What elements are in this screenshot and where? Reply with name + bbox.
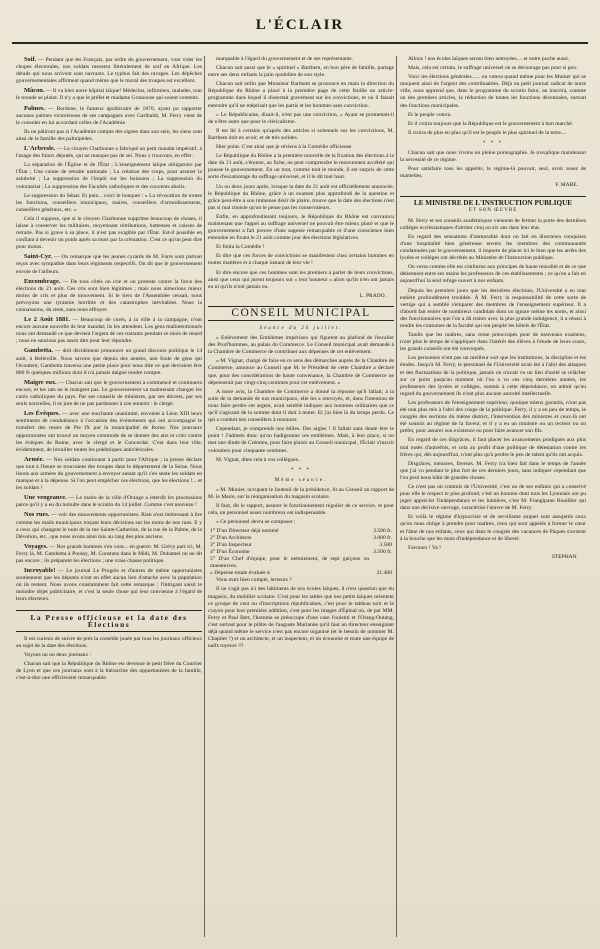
separator: * * * [291,467,311,473]
news-item-text: La séparation de l'Église et de l'État ; L'enseignement laïque obligatoire par l'État ; Une caisse de retraite nationale ; La création des corps, pour assurer la salubrité ; La suppression de l'impôt sur les boissons ; La suppression du volontariat ; La suppression des Facultés catholiques et des couvents abolis. [16,162,202,190]
news-item [16,193,202,214]
paragraph: En regard de ces disgrâces, il faut placer les avancements prodigués aux plus mal notés d'autrefois, et cela au profit d'une politique de détestation contre les frères qui, dès aujourd'hui, n'ont plus qu'à perdre le peu de talent qu'ils ont acquis. [400,437,586,458]
news-item-lead: Voyages. [24,542,48,550]
paragraph: A notre avis, la Chambre de Commerce a donné la réponse qu'il fallait; à la suite de la demande de nos municipaux, elle les a renvoyés, et, dans l'intention de nous faire perdre cet argent, avait semblé indiquer aux hommes ordinaires que ce qu'il s'agissait de la somme dont il doit à tenter. Et j'ai bien là du temps perdu. Ce qui a conduit nos conseillers à renoncer. [208,388,394,424]
news-item-lead: Encombrage. [24,277,61,285]
news-item [16,129,202,143]
paragraph: Il est lié à certains qu'après des articles si solennels sur les convictions, M. Barthem doit en avoir, et de très solides. [208,127,394,141]
session-date: Séance du 26 juillet. [259,326,343,331]
article-body [400,56,586,137]
news-item [16,145,202,160]
article-body [208,335,394,464]
budget-row [208,570,394,577]
budget-amount: 3.500 fr. [373,528,392,535]
article-signature: L. PRADO. [359,292,386,299]
paragraph: Hier point. C'est ainsi que je réviens à la Comédie officieuse. [216,144,353,151]
news-item [16,253,202,275]
news-item-text: — Nos soldats continuent à partir pour l'Afrique ; la presse déclare que tout à l'heure se trouvaient des troupes dans le département de la Seine. Nous lisons aux armées du gouvernement à envoyer autant qu'il s'en sente les soldats en manque et à la dépense. Si l'on peut empêcher ces élections, que les élections !... et les soldats ! [16,456,202,492]
paragraph: M. Ferry et ses conseils académiques viennent de fermer la porte des dernières collèges ecclésiastiques d'abriter cinq ou six ans dans leur état. [400,217,586,231]
news-item-lead: Palmes. [24,104,46,112]
paragraph: Chacun sait aussi que le « spirituel » Barthem, en bon père de famille, partage entre ses deux enfants la pain quotidien de son style. [208,65,394,79]
masthead-rule [12,42,588,44]
article-signature: F. MARE. [555,182,578,189]
news-item-text: — doit décidément prononcer un grand discours politique le 14 août, à Belleville. Nous savons que depuis des années, une foule de gens qui l'écoutent, Gambetta traversa une petite place pour nous dire ce que devraient être 800 N quelques millions dont il n'a jamais daigné rendre compte. [16,348,202,376]
paragraph: Les personnes n'ont pas un meilleur sort que les institutions, la discipline et les études. Jusqu'à M. Ferry, le personnel de l'Université avait été à l'abri des attaques et des fluctuations de la politique, jamais on n'avait vu un lien d'unité se relâcher sur ce point jusqu'au moment où l'on a vu ces cinq dernières années, les professeurs des lycées et collèges, soumis à cette dépendance, on admit qu'au regard du gouvernement ils n'ont plus aucune autorité intellectuelle. [400,355,586,397]
paragraph: Farceurs ! Va ! [408,544,441,551]
article-body [208,56,394,291]
news-item-text: — Il va bien notre hôpital laïque! Médecins, infirmiers, malades, tout le monde se plaint. Il n'y a que le préfet et madame Grassouse qui soient contents. [16,88,202,102]
news-item [16,379,202,408]
news-item-lead: Le 2 Août 1881. [24,316,70,324]
news-item [16,162,202,190]
paragraph: Et le peuple votera. [408,111,452,118]
column-2 [208,56,394,937]
news-item [16,278,202,314]
news-item [16,56,202,85]
news-item-text: — Bordone, le fameux apothicaire de 1870, ayant pu rapporter aucunes palmes victorieuses de ses campagnes avec Garibaldi, M. Ferry vient de le consoler en lui accordant celles de l'Académie. [16,105,202,126]
paragraph: « M. Munier, occupant le fauteuil de la présidence, lit au Conseil un rapport de M. le Maire, sur la réorganisation du magasin scolaire. [208,486,394,500]
paragraph: Voyons un ou deux journaux : [24,651,92,658]
news-item-text: — Le citoyen Charbonne a fabriqué un petit mandat impératif, à l'usage des futurs députés, qui ne manque pas de sel. Nous y trouvons, en effet : [16,146,202,160]
news-item [16,347,202,376]
article-headline [16,610,202,632]
news-item-lead: Maigre eux. [24,378,57,386]
paragraph: Cependant, je comprends nos édiles. Des aigles ! Il fallait sans doute être le point ! J'admets donc qu'on badigeonne ces emblèmes. Mais, à leur place, si on met une dinde de Crémieu, pour faire plaisir au Conseil municipal, l'Éclair s'inscrit volontiers pour cinquante centimes. [208,426,394,454]
paragraph: Un ou deux jours après, lorsque la date du 21 août est officiellement annoncée, le République du Rhône, grâce à un examen plus approfondi de la question et grâce peut-être à son immense désir de plaire, trouve que la date des élections n'est pas si mal choisie qu'on le pense pas les conservateurs. [208,183,394,211]
news-item [16,105,202,127]
budget-label: 4° D'un Économe [210,549,250,556]
news-item [16,456,202,492]
masthead [0,8,600,44]
paragraph: Allons ! nos écoles laïques seront bien nettoyées.... et notre poche aussi. [408,56,570,62]
column-3 [400,56,586,937]
paragraph: « M. Vignat, chargé de faire en ce sens des démarches auprès de la Chambre de Commerce, annonce au Conseil que M. le Président de cette Chambre a déclaré que, pour des considérations de haute convenance, la Chambre de Commerce ne dépenserait pas vingt-cinq centimes pour cet enlèvement. » [208,358,394,386]
paragraph: Le République du Rhône a la première nouvelle de la fixation des élections à la date du 21 août, s'étonne, au fiche, ne peut comprendre le mouvement accéléré qui pousse le gouvernement. En un mot, comme tout le monde, il est surpris de cette sorte d'escamotage du suffrage universel, et il le dit tout haut. [208,153,394,181]
paragraph: Et dire encore que ces hommes sont les premiers à parler de leurs convictions, ainsi que ceux qui jurent toujours sur « leur honneur » alors qu'ils n'en ont jamais eu ni qu'ils n'ont jamais eu. [208,269,394,290]
news-item-text: Ils ne pâliront pas si l'Académie compte des signes dans son sein, les siens sont ainsi de la famille des palmipèdes. [16,128,202,142]
paragraph: Il croira de plus en plus qu'il est le peuple le plus spirituel de la terre.... [408,129,567,136]
news-item-lead: Une vengeance. [24,494,67,502]
paragraph: Mais, cela est certain, le suffrage universel ne se décourage pas pour si peu. [408,65,578,72]
paragraph: Et dire que ces forces de convictions se manifestent chez certains hommes en toutes matières et à chaque instant de leur vie ! [208,253,394,267]
budget-amount: 3.500 [379,542,392,549]
headline-text: La Presse officieuse et la date des Élections [30,612,188,629]
budget-label: 5° D'un Chef d'équipe, pour le nettoiement, de sept garçons ou manœuvres. [210,556,370,570]
paragraph: « Ce personnel devra se composer : [216,519,296,526]
news-item-text: Le suppression du Sénat. Et puis... voici le bouquet : « La révocation de toutes les fonctions, conseillers municipaux, maires, conseillers d'arrondissements, conseillers généraux, etc. » [16,192,202,213]
news-item-lead: Armée. [24,455,45,463]
paragraph: Les professeurs de l'enseignement supérieur, quoique mieux garantis, n'ont pas été non plus mis à l'abri des coups de la politique. Ferry, il y a eu peu de temps, le congrès des sections du même district, l'intervention des ministres et ceux-là ont été soumis au régime de la faveur, et il y a eu un ministre ou un recteur ou un préfet, pour assurer son existence ou pour faire avancer son fils. [400,399,586,435]
news-item-text: — Beaucoup de curés, à la ville à la campagne, n'ont encore aucune nouvelle de leur mandat; ils les attendent. Les gens malintentionnés nous ont demandé ce que devient l'argent de ces traitants pendant ce mois de retard ; nous ne saurions pas assez dire pour leur répondre. [16,317,202,345]
news-item-lead: Soif. [24,56,37,63]
budget-amount [371,556,394,570]
news-item-text: — voir des mouvements opportunistes. Rien n'est intéressant à lire comme les mails municipaux traçant leurs décisions sur les noms de nos rues. Il y a ceux qui changent le nom de la rue Sainte-Catherine, de la rue de la Palme, de la Dévotion, etc., que nous avons ainsi mis au rang des plus anciens. [16,512,202,540]
news-items [16,56,202,604]
news-item-text: — avec une touchante unanimité, envoient à Léon XIII leurs sentiments de condoléance à l'occasion des événements qui ont accompagné le transfert des restes de Pie IX par la municipalité de Rome. Nos journaux opportunistes ont trouvé un moyen commode de se donner des airs et crier contre les évêques de Rome, avec le clergé et le Concordat. C'est dans leur rôle, évidemment, de brouiller toutes les polémiques anticléricales. [16,411,202,453]
news-item-lead: Saint-Cyr. [24,253,52,261]
news-item-text: — On remarque que les jeunes cyrards de M. Farre sont partout reçus avec sympathie dans leurs régiments respectifs. On dit que le gouvernement envoie de l'ailleurs. [16,254,202,275]
news-item-text: — Le journal Le Progrès et d'autres de même opportunistes soutiennent que les députés n'ont en effet aucun lien d'attache avec la population où ils restent. Nous avons constamment fait cette remarque ; l'intrigant saisit le moindre objet publicitaire, et c'est la seule chose qui leur convienne à l'égard de leurs électeurs. [16,568,202,603]
news-item [16,216,202,251]
news-item-text: — Pendant que les Français, par ordre du gouvernement, vont vider les chopes électorales, nos soldats meurent littéralement de soif en Afrique. Les détails qui nous arrivent sont navrants. Le typhus fait des ravages. Les dépêches gouvernementales affirment quand même que le moral des troupes est excellent. [16,57,202,85]
news-item [16,494,202,509]
article-body [16,636,202,683]
news-item-lead: Gambetta. [24,347,53,355]
paragraph: Disgrâces, menaces, faveurs. M. Ferry n'a bien fait dans le temps de l'année que j'ai vu pendant le plus fort de ces derniers jours, sans indiquer cependant que l'on peut nous bâtir de grandes choses. [400,460,586,481]
paragraph: Voici les élections générales...... ou votera quand même pour les Munier qui se moquent ainsi de l'argent des contribuables. Déjà un petit journal radical de notre ville, nous apprend que, dans le programme du scrutin futur, on inscrira, comme un des premiers articles, la réduction de toutes les fonctions décennales, surtout des fonctions municipales. [400,74,586,109]
article-body [208,487,394,526]
budget-label: 3° D'un Inspecteur [210,542,252,549]
paragraph: Pour satisfaire tous les appétits, le régime-là pouvait, seul, avoir assez de mamelles. [400,166,586,180]
news-item-lead: Mâcon. [24,87,45,95]
news-item-lead: L'Arbresle. [24,145,56,153]
budget-label: 2° D'un Architecte [210,535,252,542]
paragraph: Et il croira toujours que la République est le gouvernement à bon marché. [408,120,574,127]
session-label: Même séance. [274,477,328,483]
column-1 [16,56,202,937]
paragraph: marquable à l'égard du gouvernement et de ses représentants. [216,56,353,62]
headline-text: CONSEIL MUNICIPAL [231,306,371,319]
news-item-lead: Les Évêques. [24,410,60,418]
budget-label: 1° D'un Directeur déjà nommé [210,528,279,535]
paragraph: Chacun sait que la République du Rhône est devenue le petit frère du Courrier de Lyon et que ces journaux sont à la hiérarchie des opportunistes de la famille, c'est-à-dire une officieusité remarquable. [16,661,202,682]
article-body [400,218,586,552]
column-divider [396,56,397,937]
paragraph: Vous avez bien compté, lecteurs ? [216,577,292,584]
paragraph: Depuis les premiers jours que les dernières élections, l'Université a eu tout entière profondément troublée. À M. Ferry la responsabilité de cette sorte de vertige qui a semblé s'emparer des membres de l'enseignement supérieur. Il a d'abord fait entrer de nombreux candidats dont on ignore même les noms, et ainsi des fonctionnaires que l'on a dû traiter avec la plus grande indulgence, il a réussi à rendre les coutumes de la faculté qui ont peuplé les hôtels de l'État. [400,287,586,329]
paragraph: « Enlèvement des Emblèmes impériaux qui figurent au plafond de l'escalier des Prud'hommes, au palais du Commerce. Le Conseil municipal avait demandé à la Chambre de Commerce de contribuer aux dépenses de cet enlèvement. [208,335,394,356]
news-item-text: — Nos grands hommes s'en vont... en guerre. M. Grévy part ici, M. Ferry là, M. Gambetta à Poussy, M. Constans dans le Midi, M. Duhamel on ne dit pas encore ; ils préparent les élections ; une vraie chasse politique. [16,543,202,564]
paragraph: « Le Républicaine, disait-il, n'est pas une conviction, » Ayant se promettait-il de n'être autre que pour le cléricalisme. [208,111,394,125]
paragraph: M. Vignat, dites cela à vos collègues. [216,456,300,463]
paragraph: Chacun sait enfin que Monsieur Barthem se prononcé en main la direction du République du Rhône a placé à la première page de cette feuille un article-programme dans lequel il dissertait gravement sur les convictions, et où il faisait entendre qu'il ne méprisait que les partis et les hommes sans conviction. [208,81,394,109]
section-headline [208,306,394,321]
budget-row [208,556,394,570]
paragraph: En regard des sensations d'immoralité dont on fait en directeurs conquises d'une hospitalité bien généreuse envers les membres des communautés condamnées par le gouvernement, il importe de placer ici le bien que les arrêts des lycées et collèges ont décrétés au Ministère de l'Instruction publique. [400,233,586,262]
paragraph: Ce n'est pas un commis de l'Université, c'est un de ses enfants qui a conservé pour elle le respect le plus profond, c'est un homme dont tous les Lyonnais ont pu juger apprécier l'indépendance et les lumières, c'est M. Frangipane Bouillier qui dans une décisive ouvrage, caractérise l'œuvre de M. Ferry. [400,483,586,512]
section-headline [400,196,586,214]
article-signature: STEPHAN. [551,553,578,560]
paragraph: Il est curieux de suivre de près la comédie jouée par tous les journaux officieux au sujet de la date des élections. [16,635,202,649]
paragraph: Chacun sait que nous vivons en pleine pornographie. Je n'explique maintenant la nécessité de ce régime. [400,150,586,164]
article-body [400,150,586,180]
budget-amount: 3.500 fr. [373,549,392,556]
paragraph: Il faut, dit le rapport, assurer le fonctionnement régulier de ce service, et pour cela, un personnel assez nombreux est indispensable. [208,503,394,517]
news-item-lead: Incroyable! [24,567,56,575]
paragraph: On verra comme elle est conforme aux principes de haute moralité et de ce que détiennent entre ses mains les professeurs de ces établissements ; ce qu'on a fait en aujourd'hui la seul refuge ouvert à nos enfants. [400,264,586,285]
paragraph: Et voilà le régime d'hypocrisie et de servilisme auquel sont assujettis ceux qu'on nous oblige à prendre pour maîtres, ceux qui sont appelés à former le cœur et l'âme de nos enfants, ceux qui dans le congrès des vacances de Pâques s'avisent à la bouche que les mots d'indépendance et de liberté. [400,514,586,542]
news-item [16,511,202,540]
paragraph: Tandis que les maîtres, sans cesse préoccupés pour de nouveaux examens, n'ont plus le temps de s'appliquer dans l'intérêt des élèves à l'étude de leurs cours, les grands conseils ont été convoqués. [400,332,586,353]
budget-label: « Dépense totale évaluée à [210,570,270,577]
news-item-text: — Chacun sait que le gouvernement a commencé et continuera encore, et les rats ne le mangent pas. Le gouvernement va maintenant changer les curés catholiques du pays. Par ses conseils de ministres, par ses décrets, par ses seuls nouvelles, il se jure de ne pas pardonner à son ennemi : le clergé. [16,379,202,408]
separator: * * * [483,140,503,146]
article-body [208,577,394,650]
news-item [16,87,202,102]
headline-subtitle: ET SON ŒUVRE [468,207,518,213]
news-item-text: — Le maire de la ville d'Orange a interdit les processions parce qu'il y a eu du tumulte dans le scrutin du 14 juillet. Comme c'est nouveau ! [16,495,202,509]
paragraph: Et finita la Comédie ! [216,244,265,251]
budget-amount: 3.000 fr. [373,535,392,542]
paragraph: Il ne s'agit pas ici des bâtiments de nos écoles laïques, il n'est question que du magasin, du mobilier scolaire. C'est pour les tables que nos petits laïques orientent ce groupe de cent ou d'inscriptions républicaines, c'est pour le tableau noir et le crayon pour leur première addition, c'est pour les images d'Épinal où, de par MM. Ferry et Paul Bert, l'homme se préoccupe d'une case l'ouistiti et l'Orang-Outang, c'est surtout pour le plâtre de l'auguste Marianne qu'il faut un directeur enseignant déjà quand même le service n'est pas encore organisé (et le besoin de nommer M. Chapitet ?) et un architecte, et un inspecteur, et un économe et toute une équipe de naïfs toyeurs !!! [208,586,394,650]
news-item [16,316,202,345]
headline-text: LE MINISTRE DE L'INSTRUCTION PUBLIQUE [413,198,573,207]
news-item [16,410,202,454]
budget-amount: 21.400 [376,570,392,577]
column-divider [204,56,205,937]
news-item-text: Cela il suppose, que si le citoyen Charbonne supprime beaucoup de choses, il laisse à conserver les militaires, moyennant rétributions, batteuses et caisses de retraite. Pas si grave à sa place, il n'est pas exigible par l'État. Est-il possible en confiant à devenir un poids après sa mort par la crémation. C'est ce qu'on peut dire pour moins. [16,215,202,251]
paragraph: Enfin, en approfondissant toujours, le République du Rhône est convaincu maintenant que l'appel au suffrage universel ne pouvait être mieux placé et que le gouvernement a fait preuve d'une sagesse remarquable et d'une conscience bien entendue en fixant le 21 août comme jour des élections législatives. [208,213,394,242]
news-item-lead: Nos rues. [24,511,50,519]
news-item [16,543,202,565]
news-item-text: — De tous côtés on crie et on proteste contre la force des élections du 21 août. Ces cris sont bien légitimes ; mais nous aimerions mieux moins de cris et plus de mouvement. Si le tiers de l'Assemblée cessait, nous prévoyons une tyrannie horrible et des catastrophes inévitables. Nous la connaissons, du reste, sans nous effrayer. [16,278,202,313]
newspaper-title: L'ÉCLAIR [255,17,345,33]
news-item [16,567,202,603]
budget-table [208,528,394,577]
